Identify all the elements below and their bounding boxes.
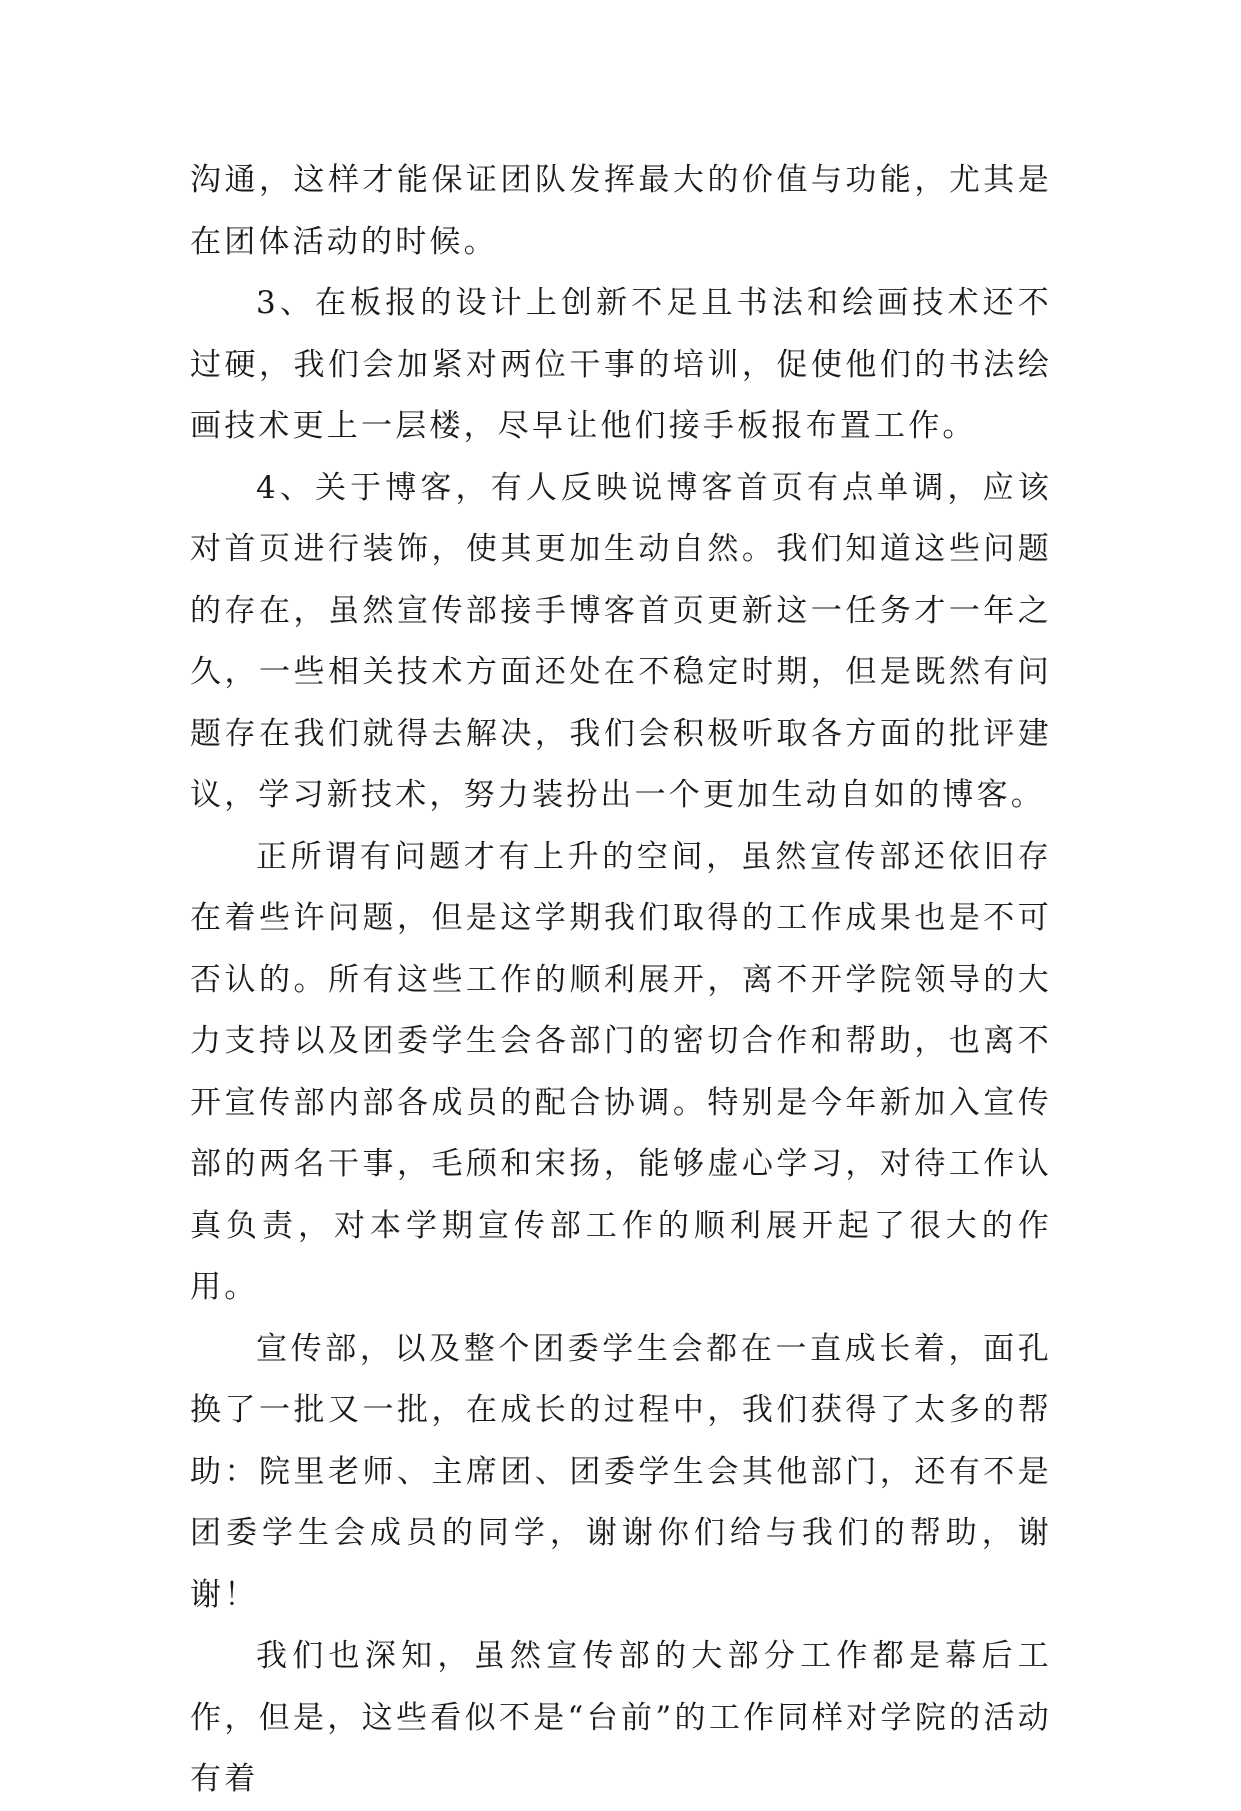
paragraph-6: 我们也深知，虽然宣传部的大部分工作都是幕后工作，但是，这些看似不是“台前”的工作同样对学院的活动有着 <box>190 1638 1052 1797</box>
paragraph-2: 3、在板报的设计上创新不足且书法和绘画技术还不过硬，我们会加紧对两位干事的培训，促使他们的书法绘画技术更上一层楼，尽早让他们接手板报布置工作。 <box>190 285 1052 444</box>
paragraph-3: 4、关于博客，有人反映说博客首页有点单调，应该对首页进行装饰，使其更加生动自然。我们知道这些问题的存在，虽然宣传部接手博客首页更新这一任务才一年之久，一些相关技术方面还处在不稳定时期，但是既然有问题存在我们就得去解决，我们会积极听取各方面的批评建议，学习新技术，努力装扮出一个更加生动自如的博客。 <box>190 469 1052 813</box>
paragraph-4: 正所谓有问题才有上升的空间，虽然宣传部还依旧存在着些许问题，但是这学期我们取得的工作成果也是不可否认的。所有这些工作的顺利展开，离不开学院领导的大力支持以及团委学生会各部门的密切合作和帮助，也离不开宣传部内部各成员的配合协调。特别是今年新加入宣传部的两名干事，毛颀和宋扬，能够虚心学习，对待工作认真负责，对本学期宣传部工作的顺利展开起了很大的作用。 <box>190 838 1052 1305</box>
document-page <box>190 150 1052 1811</box>
paragraph-5: 宣传部，以及整个团委学生会都在一直成长着，面孔换了一批又一批，在成长的过程中，我们获得了太多的帮助：院里老师、主席团、团委学生会其他部门，还有不是团委学生会成员的同学，谢谢你们给与我们的帮助，谢谢！ <box>190 1330 1052 1613</box>
paragraph-1: 沟通，这样才能保证团队发挥最大的价值与功能，尤其是在团体活动的时候。 <box>190 162 1052 260</box>
